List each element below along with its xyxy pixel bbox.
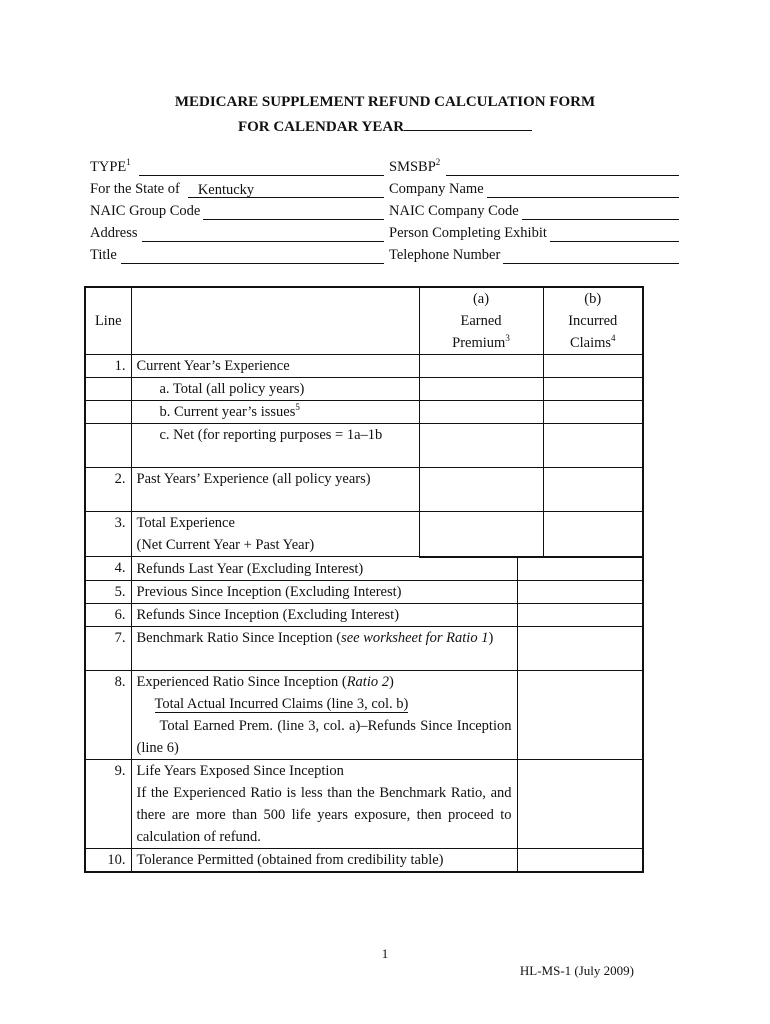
cell-5[interactable] [517,580,643,603]
table-row: 6. Refunds Since Inception (Excluding Interest) [85,603,643,626]
state-value: Kentucky [197,182,255,198]
smsbp-row [389,156,679,176]
type-row [90,156,384,176]
type-field[interactable] [139,161,384,176]
page-number: 1 [381,946,389,961]
person-label: Person Completing Exhibit [389,225,547,241]
table-row: 4. Refunds Last Year (Excluding Interest) [85,557,643,581]
cell-4[interactable] [517,557,643,581]
cell-1a-b[interactable] [543,378,643,401]
cell-1b[interactable] [543,355,643,378]
state-field[interactable] [188,183,384,198]
incurred-claims-header: (b) Incurred Claims$^4$ [543,287,643,355]
line-header: Line [85,287,131,355]
form-subtitle [0,116,770,136]
cell-3b[interactable] [543,512,643,557]
cell-6[interactable] [517,603,643,626]
smsbp-field[interactable] [446,161,679,176]
cell-1c-a[interactable] [419,424,543,468]
naic-company-row [389,200,679,220]
company-name-field[interactable] [487,183,679,198]
calendar-year-label: FOR CALENDAR YEAR [237,119,405,135]
telephone-row [389,244,679,264]
cell-1a-a[interactable] [419,378,543,401]
person-row [389,222,679,242]
address-row [90,222,384,242]
smsbp-label: SMSBP$^2$ [389,157,441,175]
cell-10[interactable] [517,848,643,872]
company-name-label: Company Name [389,181,484,197]
cell-8[interactable] [517,670,643,759]
desc-header [131,287,419,355]
naic-group-label: NAIC Group Code [90,203,201,219]
title-row [90,244,384,264]
earned-premium-header: (a) Earned Premium$^3$ [419,287,543,355]
table-row: 10. Tolerance Permitted (obtained from credibility table) [85,848,643,872]
cell-3a[interactable] [419,512,543,557]
company-name-row [389,178,679,198]
form-title: MEDICARE SUPPLEMENT REFUND CALCULATION FORM [174,94,596,110]
table-row: 3. Total Experience (Net Current Year + Past Year) [85,512,643,557]
title-field[interactable] [121,249,384,264]
naic-company-field[interactable] [522,205,679,220]
cell-7[interactable] [517,626,643,670]
type-label: TYPE$^1$ [90,157,131,175]
cell-1b-a[interactable] [419,401,543,424]
table-row: 1. Current Year’s Experience [85,355,643,378]
person-field[interactable] [550,227,679,242]
title-label: Title [90,247,117,263]
telephone-field[interactable] [503,249,679,264]
table-row: c. Net (for reporting purposes = 1a–1b [85,424,643,468]
cell-2b[interactable] [543,468,643,512]
ratio-denominator: Total Earned Prem. (line 3, col. a)–Refunds Since Inception (line 6) [136,717,512,756]
table-row: b. Current year’s issues$^5$ [85,401,643,424]
table-row: a. Total (all policy years) [85,378,643,401]
table-row: 7. Benchmark Ratio Since Inception (see worksheet for Ratio 1) [85,626,643,670]
cell-9[interactable] [517,759,643,848]
cell-1b-b[interactable] [543,401,643,424]
naic-group-field[interactable] [203,205,384,220]
table-row: 9. Life Years Exposed Since Inception If the Experienced Ratio is less than the Benchmark Ratio, and there are more than 500 life years exposure, then proceed to calculation of refund. [85,759,643,848]
table-row: 5. Previous Since Inception (Excluding Interest) [85,580,643,603]
cell-2a[interactable] [419,468,543,512]
state-label: For the State of [90,181,180,197]
refund-calculation-table [84,286,644,873]
table-header-row [85,287,643,355]
naic-group-row [90,200,384,220]
form-id: HL-MS-1 (July 2009) [519,963,634,978]
cell-1a[interactable] [419,355,543,378]
ratio-numerator: Total Actual Incurred Claims (line 3, col. b) [154,695,409,712]
table-row: 2. Past Years’ Experience (all policy years) [85,468,643,512]
naic-company-label: NAIC Company Code [389,203,519,219]
state-row [90,178,384,198]
address-label: Address [90,225,138,241]
address-field[interactable] [142,227,384,242]
cell-1c-b[interactable] [543,424,643,468]
telephone-label: Telephone Number [389,247,501,263]
calendar-year-field[interactable] [404,116,532,131]
table-row: 8. Experienced Ratio Since Inception (Ratio 2) Total Actual Incurred Claims (line 3, col. b) Total Earned Prem. (line 3, col. a)–Refunds Since Inception (line 6) [85,670,643,759]
